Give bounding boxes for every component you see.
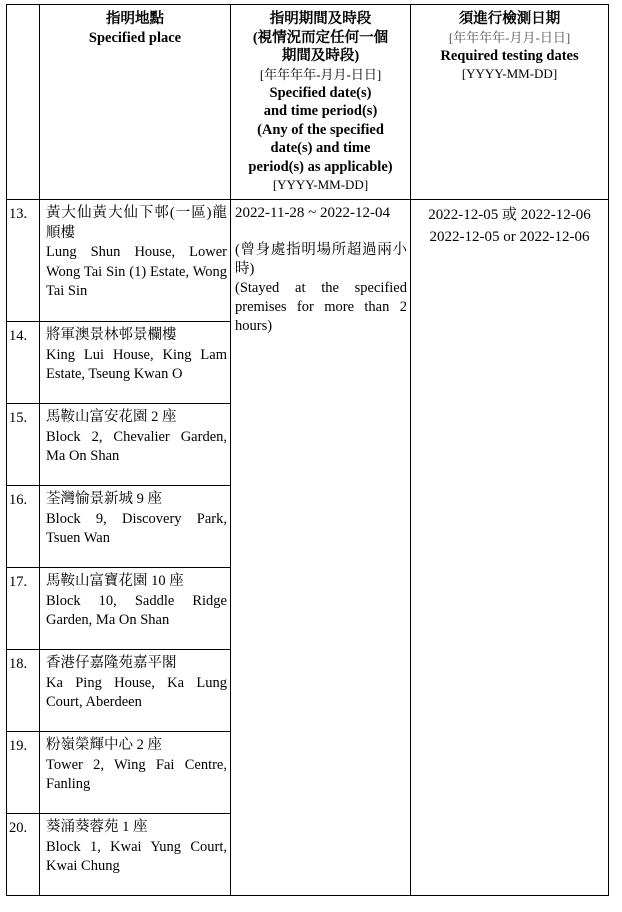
place-name-en: Block 2, Chevalier Garden, Ma On Shan bbox=[46, 428, 227, 464]
header-testing-zh: 須進行檢測日期 bbox=[458, 11, 561, 27]
row-divider bbox=[6, 649, 231, 650]
row-place bbox=[46, 572, 227, 631]
place-name-zh: 葵涌葵蓉苑 1 座 bbox=[46, 819, 148, 835]
header-testing-en: Required testing dates bbox=[440, 47, 579, 64]
period-note-en: (Stayed at the specified premises for more than 2 hours) bbox=[235, 280, 407, 334]
place-name-zh: 香港仔嘉隆苑嘉平閣 bbox=[46, 655, 177, 671]
testing-dates-zh: 2022-12-05 或 2022-12-06 bbox=[428, 207, 591, 223]
table-border-bottom bbox=[6, 895, 609, 896]
header-place-en: Specified place bbox=[88, 29, 182, 46]
header-period-format-zh: [年年年年-月月-日日] bbox=[259, 66, 382, 82]
row-place bbox=[46, 408, 227, 467]
row-divider bbox=[6, 813, 231, 814]
row-number: 14. bbox=[9, 328, 28, 344]
header-period-zh-2: (視情況而定任何一個 bbox=[252, 29, 389, 46]
row-divider bbox=[6, 321, 231, 322]
header-period-en-2: and time period(s) bbox=[263, 103, 378, 119]
row-divider bbox=[6, 403, 231, 404]
place-name-en: Lung Shun House, Lower Wong Tai Sin (1) Estate, Wong Tai Sin bbox=[46, 244, 227, 299]
place-name-en: Block 10, Saddle Ridge Garden, Ma On Shan bbox=[46, 592, 227, 628]
testing-dates-en: 2022-12-05 or 2022-12-06 bbox=[429, 229, 590, 245]
testing-dates-cell bbox=[411, 204, 608, 248]
header-place-zh: 指明地點 bbox=[106, 11, 164, 27]
header-period-en-4: date(s) and time bbox=[270, 140, 371, 156]
row-divider bbox=[6, 485, 231, 486]
place-name-zh: 馬鞍山富寶花園 10 座 bbox=[46, 573, 184, 589]
place-name-zh: 將軍澳景林邨景欄樓 bbox=[46, 327, 177, 343]
place-name-en: Block 9, Discovery Park, Tsuen Wan bbox=[46, 510, 227, 546]
column-divider-period-testing bbox=[410, 4, 411, 896]
row-number: 13. bbox=[9, 206, 28, 222]
place-name-en: King Lui House, King Lam Estate, Tseung Kwan O bbox=[46, 346, 227, 382]
row-place bbox=[46, 326, 227, 385]
period-note-zh: (曾身處指明場所超過兩小時) bbox=[235, 242, 407, 277]
row-number: 17. bbox=[9, 574, 28, 590]
row-divider bbox=[6, 731, 231, 732]
table-border-top bbox=[6, 4, 609, 5]
table-border-right bbox=[608, 4, 609, 896]
row-number: 19. bbox=[9, 738, 28, 754]
place-name-zh: 馬鞍山富安花園 2 座 bbox=[46, 409, 177, 425]
period-range: 2022-11-28 ~ 2022-12-04 bbox=[235, 205, 391, 221]
row-number: 15. bbox=[9, 410, 28, 426]
header-period-en-1: Specified date(s) bbox=[269, 84, 372, 101]
row-number: 18. bbox=[9, 656, 28, 672]
row-place bbox=[46, 490, 227, 549]
header-period-format-en: [YYYY-MM-DD] bbox=[272, 177, 369, 192]
row-number: 20. bbox=[9, 820, 28, 836]
row-divider bbox=[6, 567, 231, 568]
row-number: 16. bbox=[9, 492, 28, 508]
header-testing-format-zh: [年年年年-月月-日日] bbox=[448, 29, 571, 45]
header-period bbox=[231, 10, 410, 194]
header-period-en-5: period(s) as applicable) bbox=[248, 158, 393, 175]
place-name-en: Tower 2, Wing Fai Centre, Fanling bbox=[46, 756, 227, 792]
row-place bbox=[46, 204, 227, 302]
place-name-zh: 粉嶺榮輝中心 2 座 bbox=[46, 737, 162, 753]
header-period-en-3: (Any of the specified bbox=[257, 121, 384, 138]
column-divider-number-place bbox=[39, 4, 40, 896]
header-place bbox=[40, 10, 230, 47]
header-testing-format-en: [YYYY-MM-DD] bbox=[461, 66, 558, 81]
place-name-zh: 荃灣愉景新城 9 座 bbox=[46, 491, 162, 507]
header-period-zh-1: 指明期間及時段 bbox=[269, 11, 372, 27]
row-place bbox=[46, 818, 227, 877]
header-testing bbox=[411, 10, 608, 83]
place-name-en: Block 1, Kwai Yung Court, Kwai Chung bbox=[46, 838, 227, 874]
header-divider bbox=[6, 199, 609, 200]
table-border-left bbox=[6, 4, 7, 896]
row-place bbox=[46, 736, 227, 795]
period-cell bbox=[235, 203, 407, 336]
row-place bbox=[46, 654, 227, 713]
place-name-zh: 黃大仙黃大仙下邨(一區)龍順樓 bbox=[46, 205, 227, 241]
header-period-zh-3: 期間及時段) bbox=[281, 48, 360, 64]
place-name-en: Ka Ping House, Ka Lung Court, Aberdeen bbox=[46, 674, 227, 710]
